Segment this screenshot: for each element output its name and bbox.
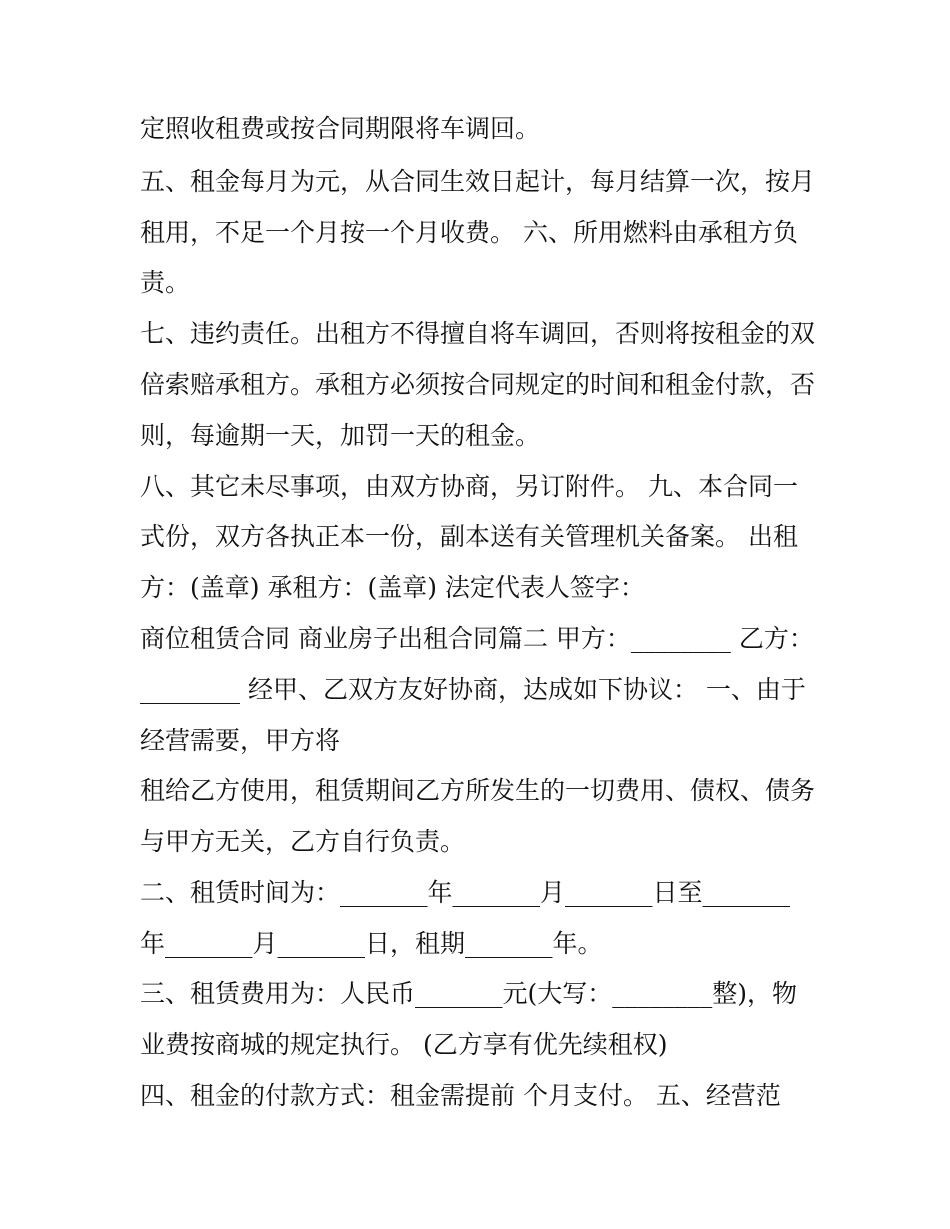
text-line: 责。 bbox=[140, 268, 191, 297]
text-line: 三、租赁费用为：人民币_______元(大写：________整)，物 bbox=[140, 979, 798, 1008]
text-line: 四、租金的付款方式：租金需提前 个月支付。 五、经营范 bbox=[140, 1081, 781, 1110]
text-line: 二、租赁时间为：_______年_______月_______日至_______ bbox=[140, 878, 791, 907]
text-line: 则，每逾期一天，加罚一天的租金。 bbox=[140, 421, 541, 450]
text-line: 方：(盖章) 承租方：(盖章) 法定代表人签字： bbox=[140, 573, 645, 602]
text-line: 商位租赁合同 商业房子出租合同篇二 甲方：________ 乙方： bbox=[140, 624, 814, 653]
text-line: 八、其它未尽事项，由双方协商，另订附件。 九、本合同一 bbox=[140, 472, 798, 501]
text-line: 业费按商城的规定执行。 (乙方享有优先续租权) bbox=[140, 1030, 668, 1059]
text-line: 与甲方无关，乙方自行负责。 bbox=[140, 827, 466, 856]
text-line: ________ 经甲、乙双方友好协商，达成如下协议： 一、由于 bbox=[140, 675, 806, 704]
text-line: 定照收租费或按合同期限将车调回。 bbox=[140, 114, 541, 143]
text-line: 七、违约责任。出租方不得擅自将车调回，否则将按租金的双 bbox=[140, 319, 816, 348]
text-line: 五、租金每月为元，从合同生效日起计，每月结算一次，按月 bbox=[140, 167, 816, 196]
text-line: 租给乙方使用，租赁期间乙方所发生的一切费用、债权、债务 bbox=[140, 776, 816, 805]
text-line: 租用，不足一个月按一个月收费。 六、所用燃料由承租方负 bbox=[140, 218, 798, 247]
text-line: 年_______月_______日，租期_______年。 bbox=[140, 929, 603, 958]
text-line: 经营需要，甲方将 bbox=[140, 726, 341, 755]
text-line: 倍索赔承租方。承租方必须按合同规定的时间和租金付款，否 bbox=[140, 370, 816, 399]
text-line: 式份，双方各执正本一份，副本送有关管理机关备案。 出租 bbox=[140, 522, 798, 551]
